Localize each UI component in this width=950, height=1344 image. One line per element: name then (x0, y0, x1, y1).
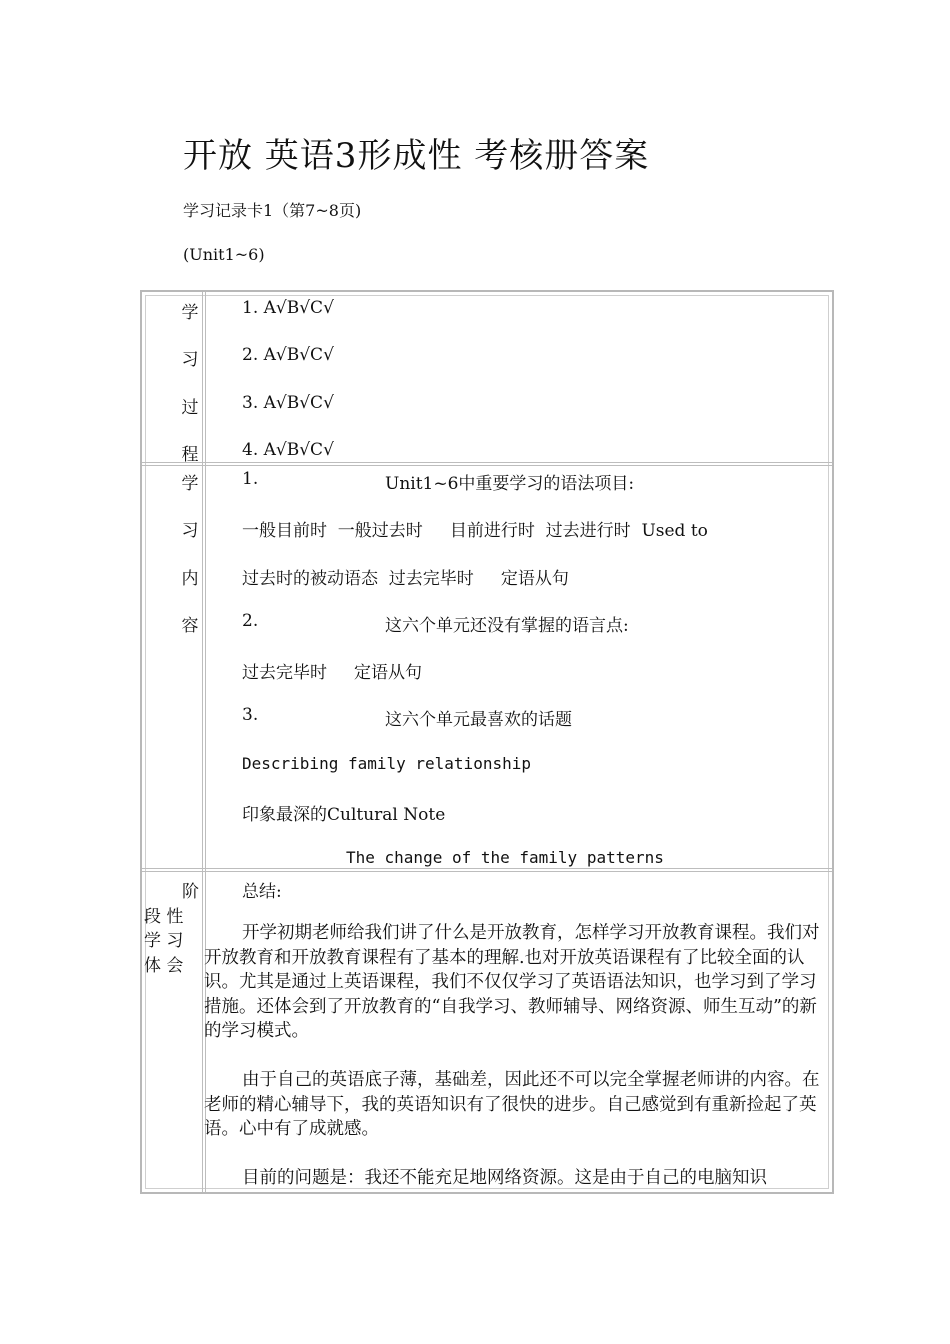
document-title: 开放 英语3形成性 考核册答案 (183, 136, 650, 176)
record-table (140, 290, 834, 1194)
question-text: 这六个单元还没有掌握的语言点: (385, 616, 629, 636)
answer-line: Describing family relationship (242, 754, 531, 773)
column-divider (202, 292, 206, 1192)
question-number: 3. (242, 705, 259, 725)
answer-line: 3. A√B√C√ (242, 393, 334, 413)
question-text: 这六个单元最喜欢的话题 (385, 710, 572, 730)
row-label-char: 习 (181, 521, 199, 541)
row-label-line: 学 习 (144, 931, 184, 951)
summary-paragraph: 目前的问题是：我还不能充足地网络资源。这是由于自己的电脑知识 (242, 1168, 767, 1188)
unit-range: (Unit1~6) (183, 245, 265, 264)
row-divider (142, 868, 832, 872)
question-number: 2. (242, 611, 259, 631)
grammar-items-line: 一般目前时 一般过去时 目前进行时 过去进行时 Used to (242, 521, 708, 541)
summary-paragraph: 由于自己的英语底子薄，基础差，因此还不可以完全掌握老师讲的内容。在老师的精心辅导下，我的英语知识有了很快的进步。自己感觉到有重新捡起了英语。心中有了成就感。 (204, 1070, 820, 1139)
row-divider (142, 462, 832, 466)
table-inner-border (145, 295, 829, 1189)
row-label-line: 体 会 (144, 956, 184, 976)
record-card-heading: 学习记录卡1（第7~8页) (183, 201, 362, 220)
summary-paragraph: 开学初期老师给我们讲了什么是开放教育，怎样学习开放教育课程。我们对开放教育和开放教育课程有了基本的理解.也对开放英语课程有了比较全面的认识。尤其是通过上英语课程，我们不仅仅学习了英语语法知识，也学习到了学习措施。还体会到了开放教育的“自我学习、教师辅导、网络资源、师生互动”的新的学习模式。 (204, 923, 820, 1041)
cultural-note-label: 印象最深的Cultural Note (242, 805, 446, 825)
answer-line: 1. A√B√C√ (242, 298, 334, 318)
cultural-note-answer: The change of the family patterns (346, 848, 664, 867)
answer-line: 过去完毕时 定语从句 (242, 663, 423, 683)
row-label-char: 学 (181, 474, 199, 494)
question-number: 1. (242, 469, 259, 489)
row-label-line: 段 性 (144, 907, 184, 927)
summary-label: 总结: (242, 882, 282, 902)
answer-line: 2. A√B√C√ (242, 345, 334, 365)
row-label-line: 阶 (182, 882, 199, 902)
row-label-char: 内 (181, 569, 199, 589)
grammar-items-line: 过去时的被动语态 过去完毕时 定语从句 (242, 569, 569, 589)
row-label-char: 过 (181, 398, 199, 418)
row-label-char: 学 (181, 303, 199, 323)
row-label-char: 程 (181, 445, 199, 465)
answer-line: 4. A√B√C√ (242, 440, 334, 460)
question-text: Unit1~6中重要学习的语法项目: (385, 474, 635, 494)
row-label-char: 容 (181, 616, 199, 636)
row-label-char: 习 (181, 350, 199, 370)
